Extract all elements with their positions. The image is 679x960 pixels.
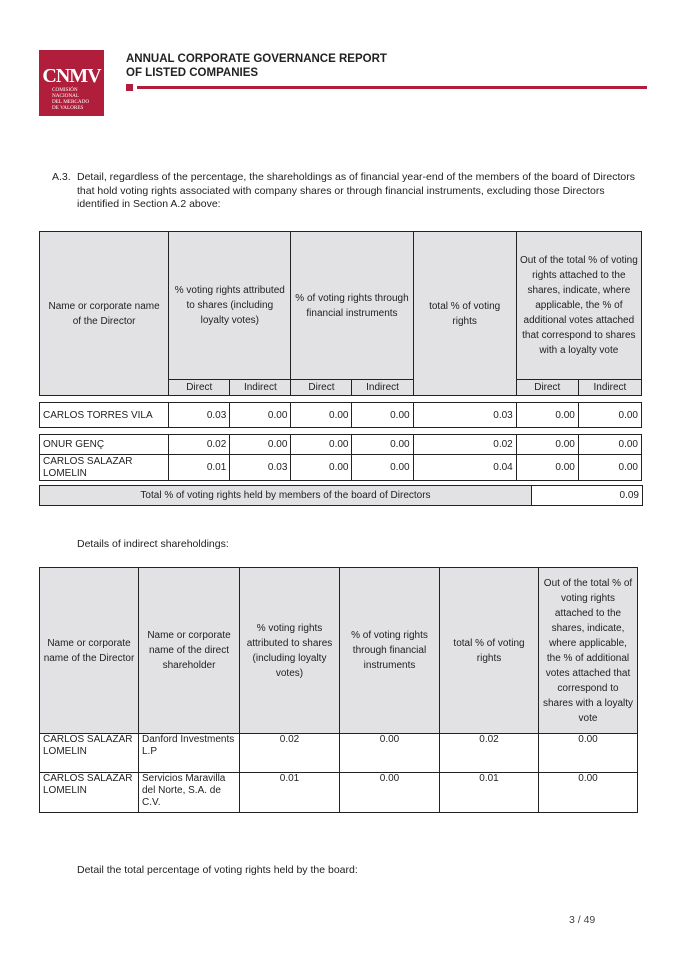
cell-value: 0.00	[352, 455, 413, 481]
cell-value: 0.00	[230, 435, 291, 455]
header-rule	[137, 86, 647, 89]
header-attributed: % voting rights attributed to shares (including loyalty votes)	[169, 232, 291, 380]
cell-value: 0.00	[516, 403, 578, 428]
logo-subtitle-line: COMISIÓN	[52, 87, 78, 93]
cell-value: 0.03	[230, 455, 291, 481]
header-indirect: Indirect	[230, 380, 291, 396]
cell-value: 0.04	[413, 455, 516, 481]
header-director-name: Name or corporate name of the Director	[40, 232, 169, 396]
table-row	[40, 403, 642, 428]
header-direct: Direct	[516, 380, 578, 396]
board-total-table	[39, 485, 643, 506]
cell-value: 0.02	[440, 734, 539, 773]
report-title	[126, 52, 387, 80]
director-name: CARLOS TORRES VILA	[40, 403, 169, 428]
table-row	[40, 455, 642, 481]
cell-value: 0.00	[578, 435, 641, 455]
board-total-subtitle: Detail the total percentage of voting rights held by the board:	[77, 864, 358, 876]
cell-value: 0.01	[169, 455, 230, 481]
cell-value: 0.02	[240, 734, 340, 773]
total-label: Total % of voting rights held by members of the board of Directors	[40, 486, 532, 506]
shareholder-name: Servicios Maravilla del Norte, S.A. de C.V.	[139, 773, 240, 813]
header-director: Name or corporate name of the Director	[40, 568, 139, 734]
report-title-line2: OF LISTED COMPANIES	[126, 67, 259, 79]
cell-value: 0.00	[516, 455, 578, 481]
director-name: CARLOS SALAZAR LOMELIN	[40, 734, 139, 773]
header-indirect: Indirect	[352, 380, 413, 396]
cell-value: 0.00	[291, 403, 352, 428]
header-total: total % of voting rights	[440, 568, 539, 734]
header-instruments: % of voting rights through financial instruments	[291, 232, 413, 380]
cell-value: 0.02	[413, 435, 516, 455]
header-attributed: % voting rights attributed to shares (including loyalty votes)	[240, 568, 340, 734]
logo-subtitle	[52, 87, 89, 111]
table-row	[40, 734, 638, 773]
cell-value: 0.02	[169, 435, 230, 455]
total-value: 0.09	[532, 486, 643, 506]
logo-subtitle-line: DEL MERCADO	[52, 99, 90, 105]
cell-value: 0.01	[440, 773, 539, 813]
cell-value: 0.00	[578, 403, 641, 428]
cell-value: 0.00	[291, 455, 352, 481]
section-number: A.3.	[52, 171, 71, 183]
header-instruments: % of voting rights through financial instruments	[340, 568, 440, 734]
header-direct: Direct	[291, 380, 352, 396]
table-row	[40, 773, 638, 813]
cell-value: 0.00	[578, 455, 641, 481]
director-name: CARLOS SALAZAR LOMELIN	[40, 455, 169, 481]
cell-value: 0.01	[240, 773, 340, 813]
logo-subtitle-line: NACIONAL	[52, 93, 80, 99]
logo-subtitle-line: DE VALORES	[52, 105, 84, 111]
cell-value: 0.00	[539, 734, 638, 773]
shareholder-name: Danford Investments L.P	[139, 734, 240, 773]
page-number: 3 / 49	[569, 914, 596, 926]
director-name: CARLOS SALAZAR LOMELIN	[40, 773, 139, 813]
cell-value: 0.00	[352, 435, 413, 455]
cell-value: 0.00	[340, 734, 440, 773]
section-text: Detail, regardless of the percentage, the shareholdings as of financial year-end of the members of the board of Directors that hold voting rights associated with company shares or through financial instruments, excluding those Directors identified in Section A.2 above:	[77, 171, 635, 210]
director-name: ONUR GENÇ	[40, 435, 169, 455]
header-direct: Direct	[169, 380, 230, 396]
cell-value: 0.03	[413, 403, 516, 428]
cell-value: 0.00	[230, 403, 291, 428]
cell-value: 0.00	[516, 435, 578, 455]
report-title-line1: ANNUAL CORPORATE GOVERNANCE REPORT	[126, 53, 387, 65]
director-shareholdings-table	[39, 231, 642, 481]
indirect-subtitle: Details of indirect shareholdings:	[77, 538, 229, 550]
cell-value: 0.00	[539, 773, 638, 813]
cell-value: 0.00	[352, 403, 413, 428]
header-accent-square	[126, 84, 133, 91]
cnmv-logo	[39, 50, 104, 116]
header-loyalty: Out of the total % of voting rights attached to the shares, indicate, where applicable, the % of additional votes attached that correspond to shares with a loyalty vote	[539, 568, 638, 734]
header-total: total % of voting rights	[413, 232, 516, 396]
cell-value: 0.00	[340, 773, 440, 813]
header-shareholder: Name or corporate name of the direct shareholder	[139, 568, 240, 734]
cell-value: 0.03	[169, 403, 230, 428]
indirect-shareholdings-table	[39, 567, 638, 813]
header-indirect: Indirect	[578, 380, 641, 396]
header-loyalty: Out of the total % of voting rights attached to the shares, indicate, where applicable, the % of additional votes attached that correspond to shares with a loyalty vote	[516, 232, 641, 380]
logo-text: CNMV	[42, 65, 101, 87]
table-row	[40, 435, 642, 455]
cell-value: 0.00	[291, 435, 352, 455]
